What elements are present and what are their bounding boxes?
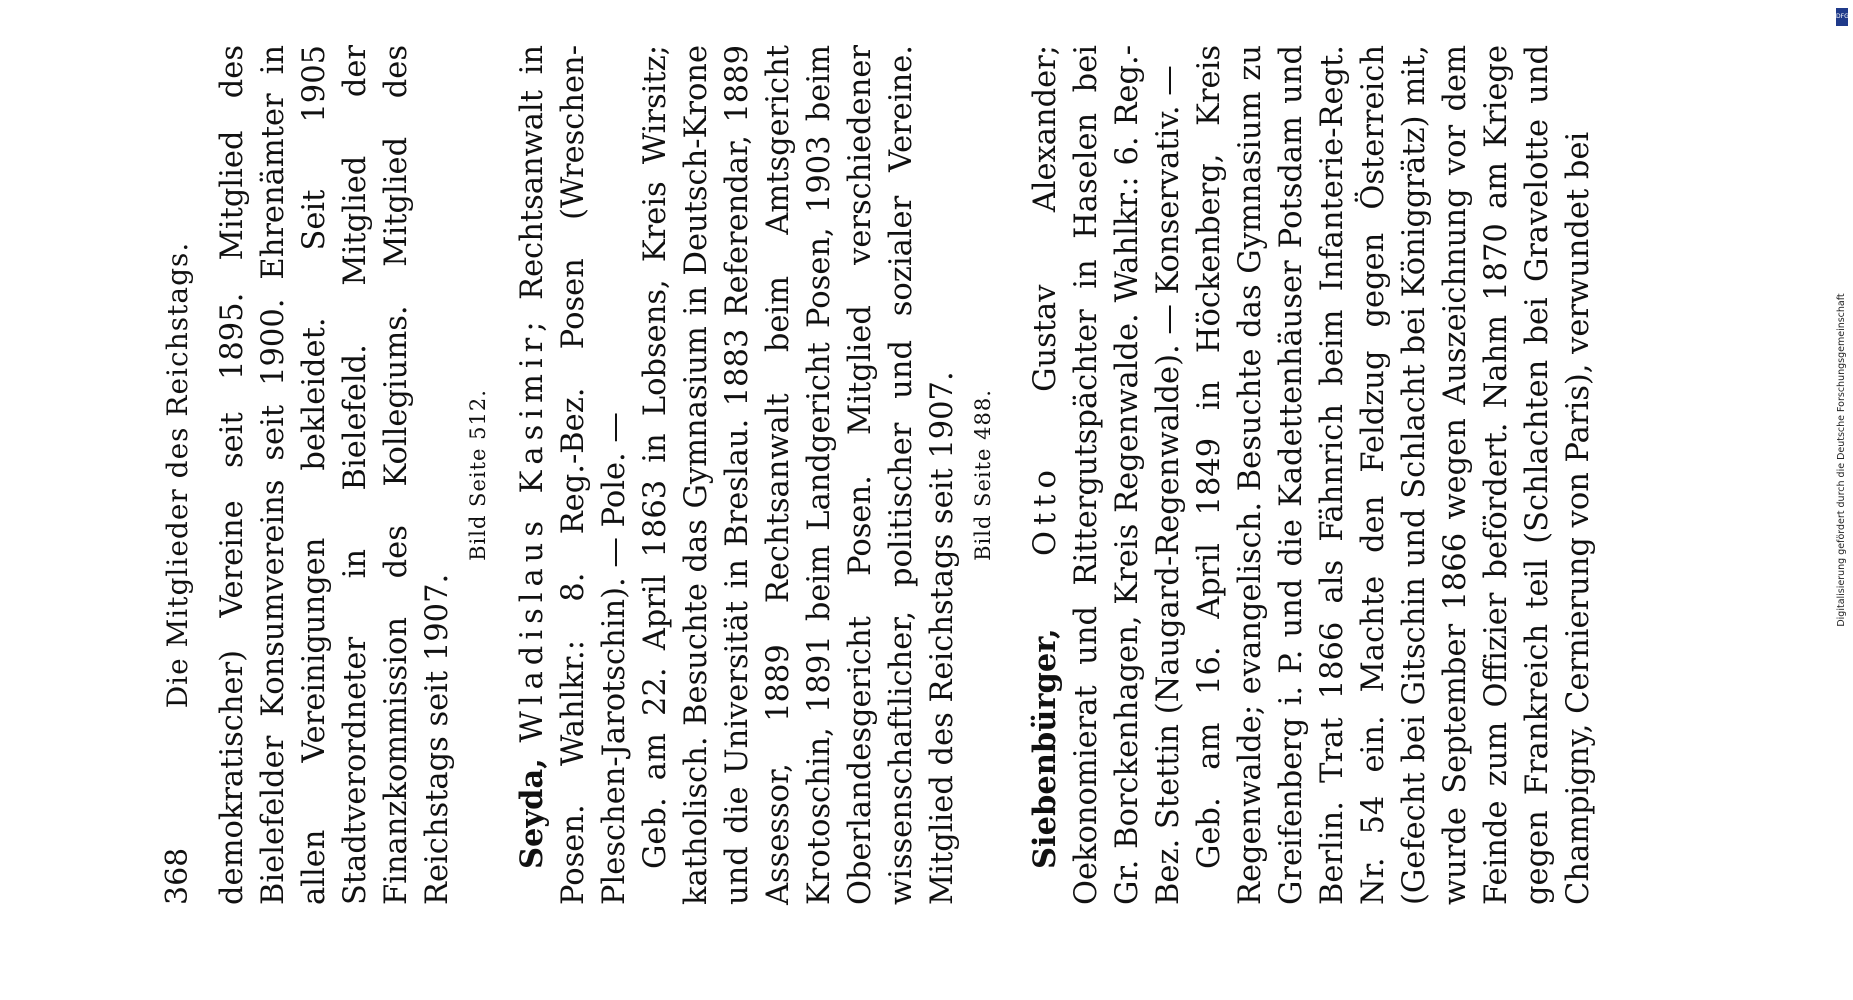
- member-intro: Rechtsanwalt in Posen. Wahlkr.: 8. Reg.-Bez. Posen (Wreschen-Pleschen-Jarotschin). — Pole. —: [515, 45, 632, 905]
- member-first-names: Wladislaus Kasimir;: [515, 315, 550, 743]
- entry-siebenbuerger: [1025, 45, 1189, 905]
- member-biography: Geb. am 16. April 1849 in Höckenberg, Kreis Regenwalde; evangelisch. Besuchte das Gymnasium zu Greifenberg i. P. und die Kadettenhäuser Potsdam und Berlin. Trat 1866 als Fähnrich beim Infanterie-Regt. Nr. 54 ein. Machte den Feldzug gegen Österreich (Gefecht bei Gitschin und Schlacht bei Königgrätz) mit, wurde September 1866 wegen Auszeichnung vor dem Feinde zum Offizier befördert. Nahm 1870 am Kriege gegen Frankreich teil (Schlachten bei Gravelotte und Champigny, Cernierung von Paris), verwundet bei: [1192, 45, 1596, 905]
- member-biography: Geb. am 22. April 1863 in Lobsens, Kreis Wirsitz; katholisch. Besuchte das Gymnasium in Deutsch-Krone und die Universität in Breslau. 1883 Referendar, 1889 Assessor, 1889 Rechtsanwalt beim Amtsgericht Krotoschin, 1891 beim Landgericht Posen, 1903 beim Oberlandesgericht Posen. Mitglied verschiedener wissenschaftlicher, politischer und sozialer Vereine. Mitglied des Reichstags seit 1907.: [638, 45, 960, 905]
- entry-continuation-text: demokratischer) Vereine seit 1895. Mitglied des Bielefelder Konsumvereins seit 1900. Ehrenämter in allen Vereinigungen bekleidet. Seit 1905 Stadtverordneter in Bielefeld. Mitglied der Finanzkommission des Kollegiums. Mitglied des Reichstags seit 1907.: [215, 45, 455, 905]
- funding-credit: Digitalisierung gefördert durch die Deutsche Forschungsgemeinschaft: [1836, 293, 1847, 627]
- page-header: [160, 45, 204, 905]
- image-reference: Bild Seite 512.: [466, 389, 490, 561]
- image-reference: Bild Seite 488.: [971, 389, 995, 561]
- dfg-logo: DFG: [1836, 8, 1848, 26]
- member-name: Seyda,: [514, 758, 550, 869]
- page-number: 368: [160, 847, 195, 905]
- member-name: Siebenbürger,: [1027, 628, 1063, 869]
- member-intro: Gustav Alexander; Oekonomierat und Rittergutspächter in Haselen bei Gr. Borckenhagen, Kreis Regenwalde. Wahlkr.: 6. Reg.-Bez. Stettin (Naugard-Regenwalde). — Konservativ. —: [1028, 45, 1186, 905]
- rotated-text-block: [160, 45, 1596, 905]
- entry-seyda: [512, 45, 635, 905]
- member-first-names: Otto: [1028, 464, 1063, 557]
- running-title: Die Mitglieder des Reichstags.: [161, 241, 194, 709]
